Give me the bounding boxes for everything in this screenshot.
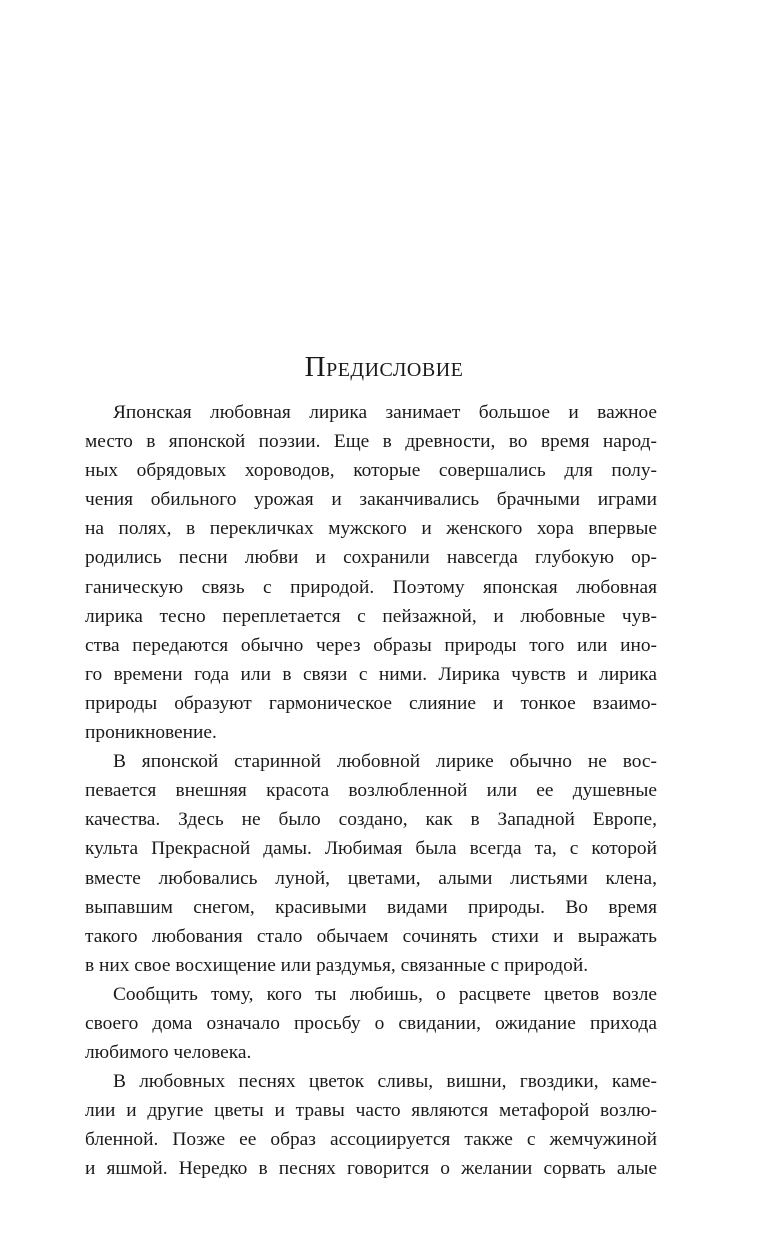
text-line: го времени года или в связи с ними. Лирика чувств и лирика [85, 663, 657, 685]
paragraph [85, 398, 657, 747]
text-line: природы образуют гармоническое слияние и тонкое взаимо- [85, 692, 657, 714]
text-line: на полях, в перекличках мужского и женского хора впервые [85, 518, 657, 540]
text-line: Сообщить тому, кого ты любишь, о расцвете цветов возле [113, 983, 657, 1005]
text-line: ганическую связь с природой. Поэтому японская любовная [85, 576, 657, 598]
text-line: проникновение. [85, 722, 217, 744]
text-line: лирика тесно переплетается с пейзажной, и любовные чув- [85, 605, 657, 627]
paragraph [85, 1067, 657, 1183]
text-line: чения обильного урожая и заканчивались брачными играми [85, 489, 657, 511]
text-line: лии и другие цветы и травы часто являются метафорой возлю- [85, 1100, 657, 1122]
text-line: ства передаются обычно через образы природы того или ино- [85, 634, 657, 656]
chapter-title: Предисловие [304, 351, 464, 383]
text-line: певается внешняя красота возлюбленной или ее душевные [85, 780, 657, 802]
text-line: любимого человека. [85, 1042, 252, 1064]
text-line: такого любования стало обычаем сочинять стихи и выражать [85, 925, 657, 947]
text-line: место в японской поэзии. Еще в древности, во время народ- [85, 431, 657, 453]
text-line: В японской старинной любовной лирике обычно не вос- [113, 751, 657, 773]
text-line: и яшмой. Нередко в песнях говорится о желании сорвать алые [85, 1158, 657, 1180]
text-line: качества. Здесь не было создано, как в Западной Европе, [85, 809, 657, 831]
text-line: культа Прекрасной дамы. Любимая была всегда та, с которой [85, 838, 657, 860]
text-line: вместе любовались луной, цветами, алыми листьями клена, [85, 867, 657, 889]
paragraph [85, 747, 657, 980]
text-line: В любовных песнях цветок сливы, вишни, гвоздики, каме- [113, 1071, 657, 1093]
text-line: родились песни любви и сохранили навсегда глубокую ор- [85, 547, 657, 569]
text-line: ных обрядовых хороводов, которые совершались для полу- [85, 460, 657, 482]
text-line: Японская любовная лирика занимает большое и важное [113, 402, 657, 423]
body-text [85, 398, 657, 1184]
text-line: выпавшим снегом, красивыми видами природы. Во время [85, 896, 657, 918]
text-line: своего дома означало просьбу о свидании, ожидание прихода [85, 1012, 657, 1034]
text-line: в них свое восхищение или раздумья, связанные с природой. [85, 954, 589, 976]
paragraph [85, 980, 657, 1067]
text-line: бленной. Позже ее образ ассоциируется также с жемчужиной [85, 1129, 657, 1151]
